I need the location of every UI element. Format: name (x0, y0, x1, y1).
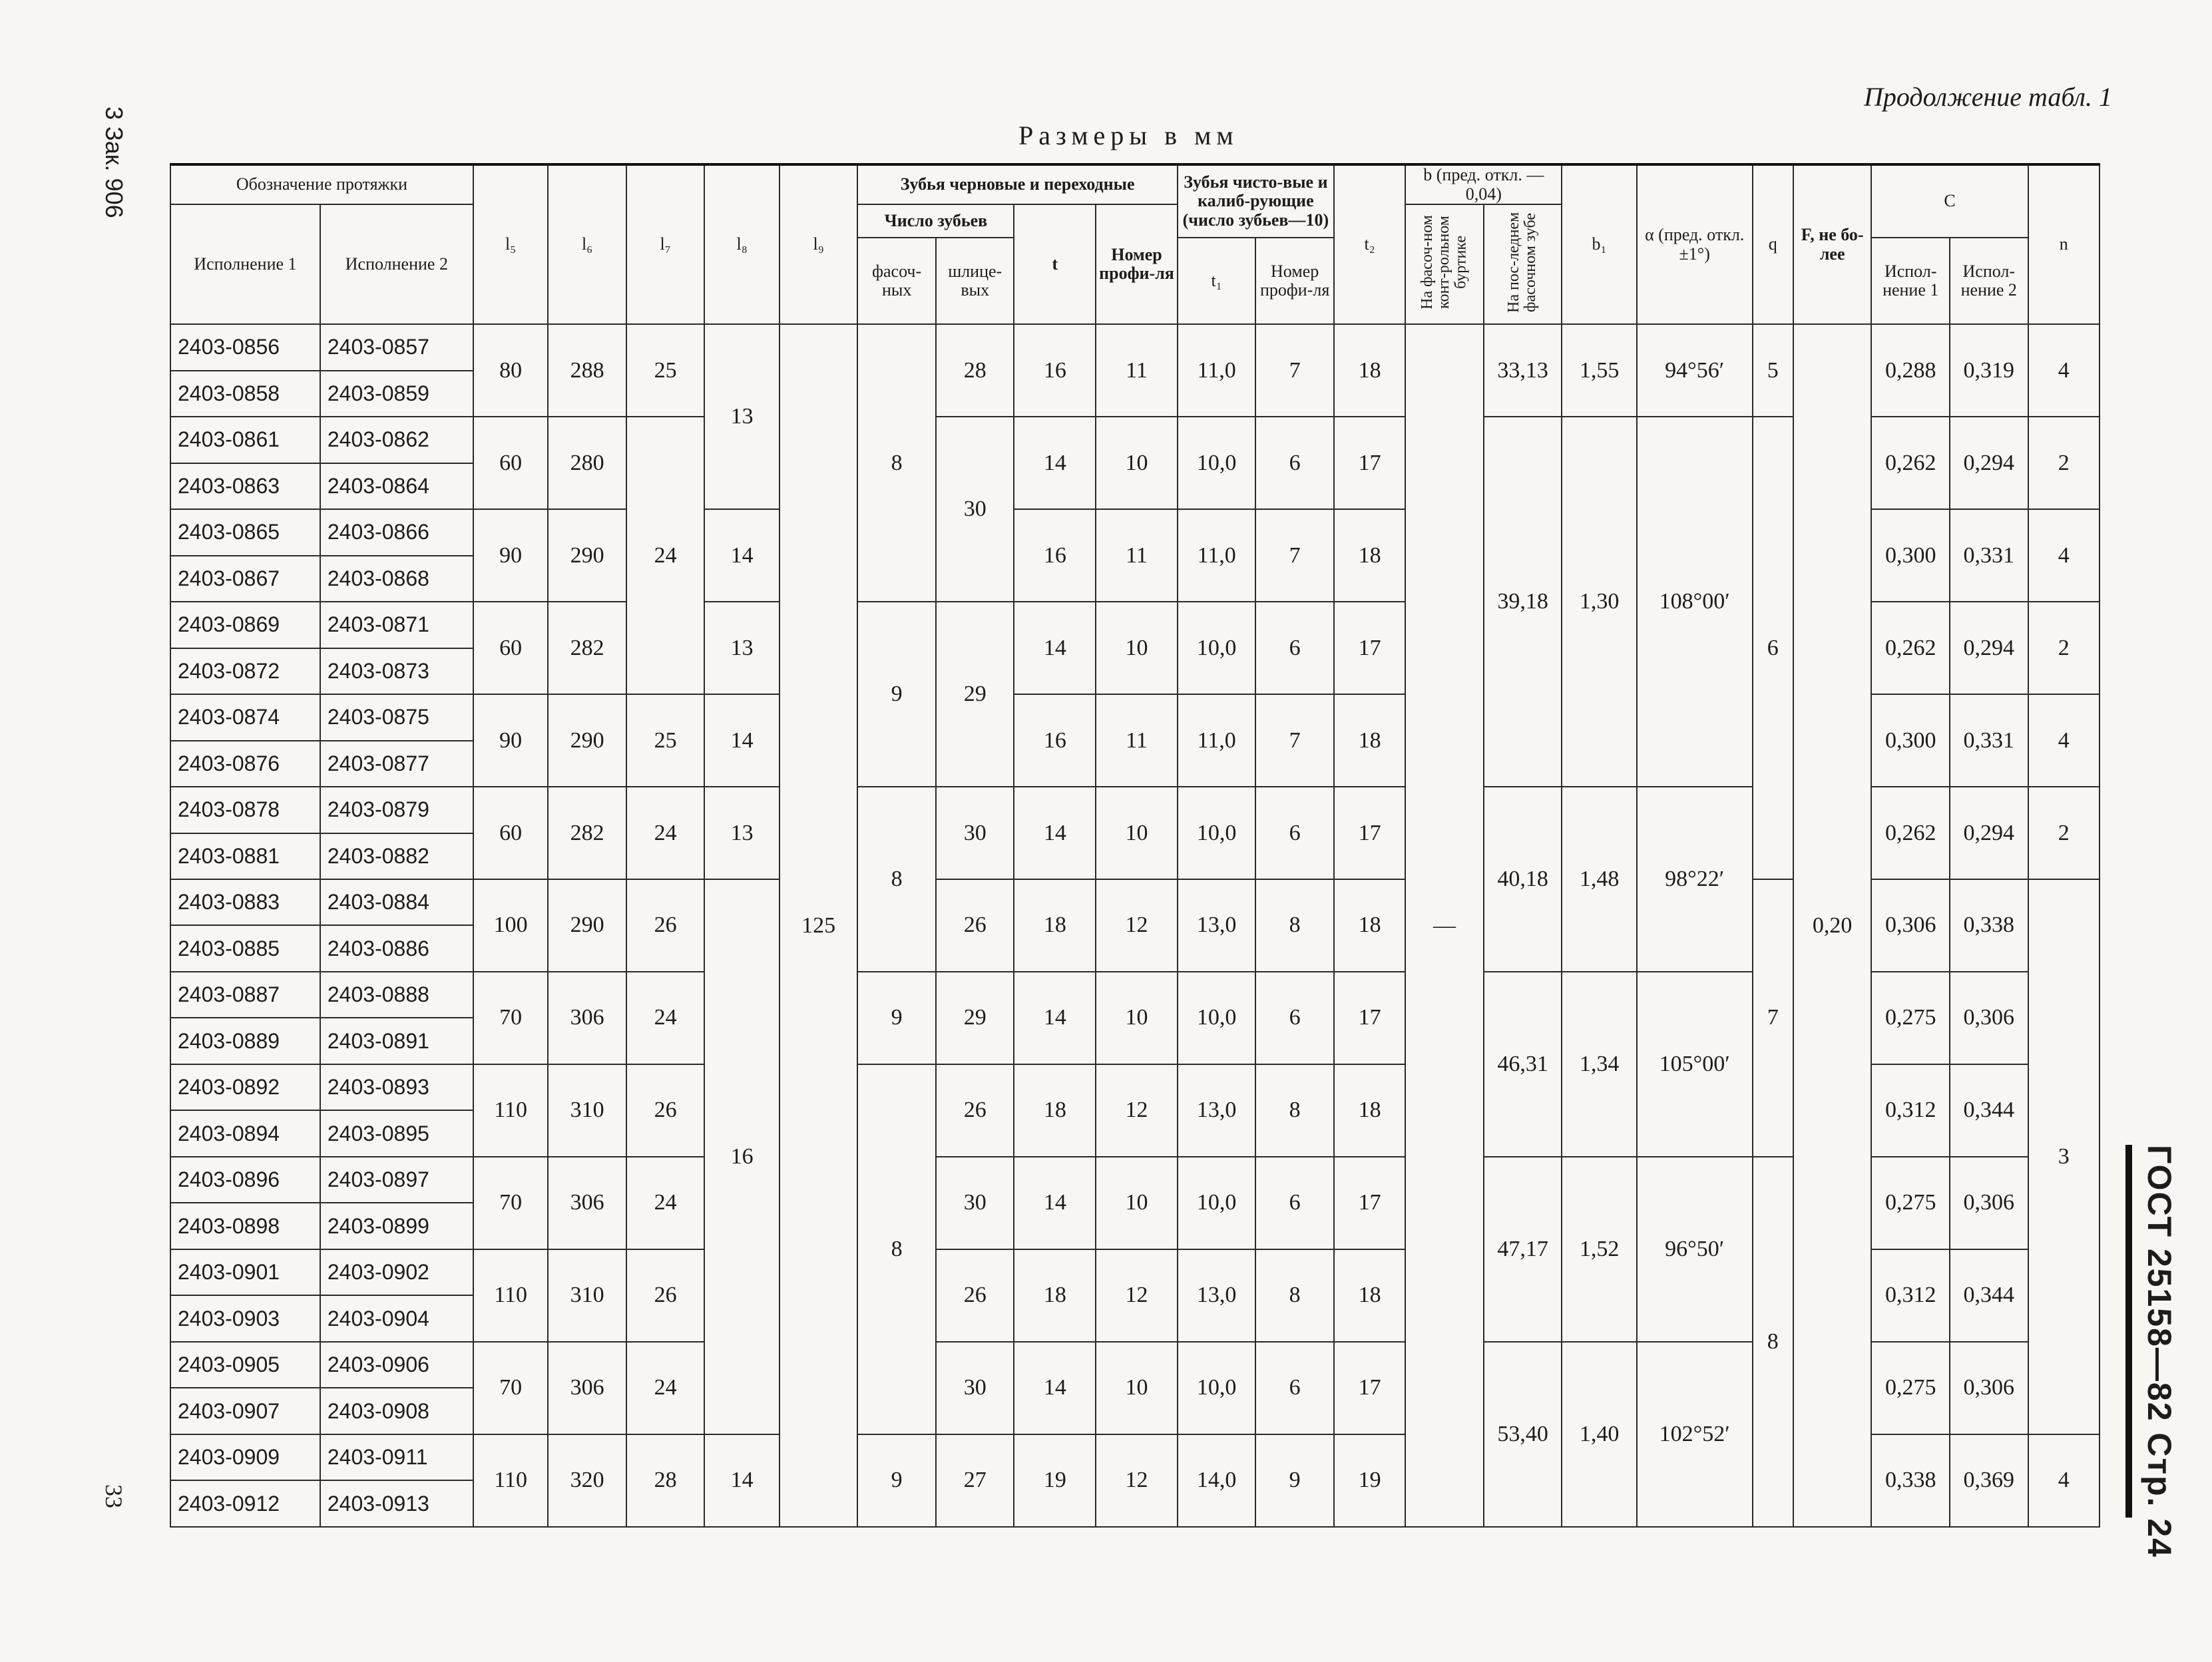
cell-l5: 60 (473, 787, 548, 879)
designation-version1: 2403-0856 (170, 324, 320, 370)
designation-version2: 2403-0864 (320, 463, 473, 509)
cell-profile-no2: 8 (1255, 1064, 1334, 1157)
table-header (170, 164, 2100, 324)
cell-n: 2 (2028, 602, 2100, 694)
cell-l8: 13 (704, 602, 779, 694)
header-l5: l₅ (473, 164, 548, 324)
cell-t1: 11,0 (1178, 694, 1256, 787)
cell-c-version1: 0,338 (1871, 1434, 1950, 1527)
header-l8: l₈ (704, 164, 779, 324)
designation-version2: 2403-0866 (320, 509, 473, 555)
cell-b-last: 47,17 (1484, 1157, 1562, 1342)
cell-n: 3 (2028, 879, 2100, 1434)
cell-t: 16 (1014, 324, 1096, 417)
cell-l5: 100 (473, 879, 548, 972)
cell-c-version2: 0,294 (1950, 417, 2028, 509)
cell-c-version2: 0,319 (1950, 324, 2028, 417)
cell-l6: 306 (548, 972, 626, 1064)
cell-profile-no: 10 (1096, 787, 1178, 879)
cell-t1: 11,0 (1178, 509, 1256, 602)
cell-n: 4 (2028, 1434, 2100, 1527)
header-profile-no2: Номер профи-ля (1255, 238, 1334, 324)
cell-profile-no2: 7 (1255, 694, 1334, 787)
cell-l7: 26 (626, 879, 705, 972)
cell-F: 0,20 (1793, 324, 1872, 1527)
designation-version2: 2403-0884 (320, 879, 473, 925)
designation-version2: 2403-0882 (320, 833, 473, 879)
designation-version2: 2403-0891 (320, 1018, 473, 1064)
designation-version1: 2403-0894 (170, 1110, 320, 1156)
designation-version2: 2403-0908 (320, 1388, 473, 1434)
cell-spline-teeth: 30 (936, 417, 1014, 602)
cell-l7: 26 (626, 1249, 705, 1342)
table-body (170, 324, 2100, 1527)
cell-chamfer-teeth: 8 (857, 324, 936, 602)
cell-alpha: 98°22′ (1637, 787, 1753, 972)
cell-q: 5 (1753, 324, 1793, 417)
cell-l8: 16 (704, 879, 779, 1434)
cell-t: 14 (1014, 417, 1096, 509)
cell-profile-no2: 6 (1255, 417, 1334, 509)
designation-version1: 2403-0878 (170, 787, 320, 833)
header-chamfer: фасоч-ных (857, 238, 936, 324)
standard-reference: ГОСТ 25158—82 Стр. 24 (2141, 1145, 2178, 1558)
cell-c-version1: 0,262 (1871, 787, 1950, 879)
cell-l5: 110 (473, 1064, 548, 1157)
designation-version2: 2403-0902 (320, 1249, 473, 1295)
designation-version2: 2403-0886 (320, 925, 473, 971)
designation-version2: 2403-0879 (320, 787, 473, 833)
cell-l7: 24 (626, 1342, 705, 1434)
cell-t1: 10,0 (1178, 602, 1256, 694)
designation-version1: 2403-0898 (170, 1203, 320, 1249)
designation-version2: 2403-0897 (320, 1157, 473, 1203)
cell-spline-teeth: 26 (936, 1249, 1014, 1342)
designation-version1: 2403-0905 (170, 1342, 320, 1388)
cell-c-version2: 0,306 (1950, 972, 2028, 1064)
cell-l5: 80 (473, 324, 548, 417)
cell-profile-no: 12 (1096, 879, 1178, 972)
cell-t2: 17 (1334, 972, 1405, 1064)
designation-version2: 2403-0875 (320, 694, 473, 740)
header-F: F, не бо-лее (1793, 164, 1872, 324)
cell-l6: 288 (548, 324, 626, 417)
cell-q: 6 (1753, 417, 1793, 879)
cell-alpha: 102°52′ (1637, 1342, 1753, 1527)
cell-t1: 14,0 (1178, 1434, 1256, 1527)
designation-version1: 2403-0903 (170, 1295, 320, 1341)
cell-c-version2: 0,344 (1950, 1249, 2028, 1342)
cell-n: 2 (2028, 417, 2100, 509)
cell-c-version1: 0,300 (1871, 509, 1950, 602)
cell-n: 4 (2028, 694, 2100, 787)
cell-t2: 18 (1334, 694, 1405, 787)
designation-version1: 2403-0865 (170, 509, 320, 555)
cell-n: 2 (2028, 787, 2100, 879)
cell-c-version1: 0,300 (1871, 694, 1950, 787)
cell-t: 18 (1014, 1249, 1096, 1342)
header-version2: Исполнение 2 (320, 204, 473, 324)
cell-b-chamfer: — (1405, 324, 1484, 1527)
cell-profile-no2: 7 (1255, 509, 1334, 602)
cell-l7: 24 (626, 972, 705, 1064)
header-b-chamfer-label: На фасоч-ном конт-рольном буртике (1419, 214, 1470, 310)
cell-chamfer-teeth: 9 (857, 972, 936, 1064)
header-spline: шлице-вых (936, 238, 1014, 324)
cell-l6: 290 (548, 694, 626, 787)
cell-b1: 1,34 (1562, 972, 1636, 1157)
designation-version1: 2403-0858 (170, 371, 320, 417)
cell-l5: 70 (473, 972, 548, 1064)
cell-t1: 10,0 (1178, 1342, 1256, 1434)
cell-l7: 28 (626, 1434, 705, 1527)
cell-l5: 90 (473, 694, 548, 787)
broach-dimensions-table (170, 163, 2100, 1528)
cell-spline-teeth: 27 (936, 1434, 1014, 1527)
cell-b-last: 33,13 (1484, 324, 1562, 417)
designation-version2: 2403-0871 (320, 602, 473, 648)
designation-version1: 2403-0861 (170, 417, 320, 463)
cell-t1: 13,0 (1178, 1249, 1256, 1342)
cell-alpha: 96°50′ (1637, 1157, 1753, 1342)
designation-version2: 2403-0857 (320, 324, 473, 370)
header-t2: t₂ (1334, 164, 1405, 324)
table-continuation-caption: Продолжение табл. 1 (1863, 82, 2112, 112)
header-l9: l₉ (779, 164, 858, 324)
cell-l6: 306 (548, 1157, 626, 1249)
cell-spline-teeth: 30 (936, 1342, 1014, 1434)
cell-c-version1: 0,262 (1871, 417, 1950, 509)
header-rough-teeth: Зубья черновые и переходные (857, 164, 1177, 204)
cell-t1: 11,0 (1178, 324, 1256, 417)
cell-c-version2: 0,294 (1950, 787, 2028, 879)
cell-c-version1: 0,262 (1871, 602, 1950, 694)
cell-l5: 90 (473, 509, 548, 602)
cell-b-last: 40,18 (1484, 787, 1562, 972)
cell-t1: 10,0 (1178, 972, 1256, 1064)
cell-l8: 14 (704, 694, 779, 787)
cell-t: 14 (1014, 1342, 1096, 1434)
cell-t: 18 (1014, 1064, 1096, 1157)
cell-t: 18 (1014, 879, 1096, 972)
cell-alpha: 105°00′ (1637, 972, 1753, 1157)
cell-c-version2: 0,331 (1950, 509, 2028, 602)
designation-version1: 2403-0867 (170, 556, 320, 602)
designation-version2: 2403-0877 (320, 741, 473, 787)
cell-c-version2: 0,306 (1950, 1157, 2028, 1249)
designation-version2: 2403-0899 (320, 1203, 473, 1249)
cell-spline-teeth: 26 (936, 1064, 1014, 1157)
cell-t: 16 (1014, 509, 1096, 602)
cell-profile-no2: 9 (1255, 1434, 1334, 1527)
designation-version2: 2403-0893 (320, 1064, 473, 1110)
cell-l5: 60 (473, 417, 548, 509)
cell-n: 4 (2028, 509, 2100, 602)
cell-l6: 320 (548, 1434, 626, 1527)
header-l7: l₇ (626, 164, 705, 324)
header-b-chamfer (1405, 204, 1484, 324)
header-n: n (2028, 164, 2100, 324)
cell-alpha: 108°00′ (1637, 417, 1753, 787)
cell-l7: 25 (626, 324, 705, 417)
cell-t: 14 (1014, 972, 1096, 1064)
cell-t2: 18 (1334, 1064, 1405, 1157)
header-designation: Обозначение протяжки (170, 164, 473, 204)
designation-version1: 2403-0909 (170, 1434, 320, 1480)
cell-c-version1: 0,275 (1871, 1342, 1950, 1434)
cell-t2: 17 (1334, 602, 1405, 694)
cell-t: 19 (1014, 1434, 1096, 1527)
cell-t: 14 (1014, 787, 1096, 879)
side-bar (2125, 1145, 2132, 1518)
designation-version2: 2403-0868 (320, 556, 473, 602)
cell-t2: 17 (1334, 1342, 1405, 1434)
cell-t2: 18 (1334, 879, 1405, 972)
cell-l7: 26 (626, 1064, 705, 1157)
header-t: t (1014, 204, 1096, 324)
cell-profile-no: 12 (1096, 1249, 1178, 1342)
cell-t: 14 (1014, 602, 1096, 694)
designation-version2: 2403-0859 (320, 371, 473, 417)
designation-version2: 2403-0888 (320, 972, 473, 1018)
cell-l6: 306 (548, 1342, 626, 1434)
cell-spline-teeth: 30 (936, 787, 1014, 879)
header-profile-no: Номер профи-ля (1096, 204, 1178, 324)
cell-profile-no: 10 (1096, 1157, 1178, 1249)
cell-b1: 1,40 (1562, 1342, 1636, 1527)
side-note-left: 3 Зак. 906 (101, 106, 128, 218)
cell-c-version1: 0,306 (1871, 879, 1950, 972)
designation-version1: 2403-0881 (170, 833, 320, 879)
designation-version2: 2403-0862 (320, 417, 473, 463)
designation-version1: 2403-0896 (170, 1157, 320, 1203)
cell-l8: 13 (704, 787, 779, 879)
cell-profile-no: 12 (1096, 1434, 1178, 1527)
cell-b1: 1,30 (1562, 417, 1636, 787)
cell-l8: 14 (704, 509, 779, 602)
designation-version1: 2403-0912 (170, 1480, 320, 1527)
header-alpha: α (пред. откл. ±1°) (1637, 164, 1753, 324)
cell-chamfer-teeth: 9 (857, 1434, 936, 1527)
cell-c-version1: 0,275 (1871, 1157, 1950, 1249)
cell-l6: 310 (548, 1064, 626, 1157)
cell-t1: 10,0 (1178, 787, 1256, 879)
cell-t2: 18 (1334, 324, 1405, 417)
cell-c-version2: 0,331 (1950, 694, 2028, 787)
designation-version1: 2403-0863 (170, 463, 320, 509)
cell-profile-no: 10 (1096, 1342, 1178, 1434)
header-b: b (пред. откл. —0,04) (1405, 164, 1562, 204)
cell-c-version2: 0,344 (1950, 1064, 2028, 1157)
designation-version1: 2403-0883 (170, 879, 320, 925)
cell-c-version2: 0,306 (1950, 1342, 2028, 1434)
cell-c-version2: 0,294 (1950, 602, 2028, 694)
cell-l7: 25 (626, 694, 705, 787)
designation-version1: 2403-0872 (170, 648, 320, 694)
cell-c-version1: 0,312 (1871, 1064, 1950, 1157)
cell-c-version2: 0,369 (1950, 1434, 2028, 1527)
cell-l8: 14 (704, 1434, 779, 1527)
designation-version1: 2403-0887 (170, 972, 320, 1018)
cell-t2: 19 (1334, 1434, 1405, 1527)
dimensions-title: Размеры в мм (1018, 120, 1239, 150)
header-q: q (1753, 164, 1793, 324)
cell-b1: 1,52 (1562, 1157, 1636, 1342)
cell-profile-no2: 8 (1255, 1249, 1334, 1342)
cell-t2: 17 (1334, 417, 1405, 509)
cell-t1: 10,0 (1178, 1157, 1256, 1249)
cell-profile-no: 11 (1096, 324, 1178, 417)
header-c-version2: Испол-нение 2 (1950, 238, 2028, 324)
cell-l7: 24 (626, 1157, 705, 1249)
cell-b-last: 53,40 (1484, 1342, 1562, 1527)
cell-profile-no2: 6 (1255, 1157, 1334, 1249)
cell-c-version1: 0,288 (1871, 324, 1950, 417)
cell-c-version1: 0,312 (1871, 1249, 1950, 1342)
header-l6: l₆ (548, 164, 626, 324)
cell-profile-no: 11 (1096, 509, 1178, 602)
cell-chamfer-teeth: 9 (857, 602, 936, 787)
cell-b1: 1,55 (1562, 324, 1636, 417)
cell-t2: 17 (1334, 787, 1405, 879)
cell-profile-no2: 6 (1255, 787, 1334, 879)
header-t1: t₁ (1178, 238, 1256, 324)
cell-alpha: 94°56′ (1637, 324, 1753, 417)
cell-l7: 24 (626, 417, 705, 694)
cell-t: 16 (1014, 694, 1096, 787)
cell-profile-no2: 6 (1255, 602, 1334, 694)
cell-l9: 125 (779, 324, 858, 1527)
cell-profile-no: 10 (1096, 417, 1178, 509)
designation-version2: 2403-0895 (320, 1110, 473, 1156)
cell-spline-teeth: 29 (936, 972, 1014, 1064)
cell-l5: 70 (473, 1342, 548, 1434)
cell-spline-teeth: 30 (936, 1157, 1014, 1249)
cell-profile-no: 12 (1096, 1064, 1178, 1157)
designation-version1: 2403-0907 (170, 1388, 320, 1434)
designation-version1: 2403-0901 (170, 1249, 320, 1295)
cell-t2: 18 (1334, 1249, 1405, 1342)
table-row (170, 324, 2100, 370)
cell-l5: 60 (473, 602, 548, 694)
cell-t1: 10,0 (1178, 417, 1256, 509)
cell-l6: 310 (548, 1249, 626, 1342)
cell-l7: 24 (626, 787, 705, 879)
header-C: C (1871, 164, 2028, 238)
cell-l5: 110 (473, 1434, 548, 1527)
cell-profile-no: 10 (1096, 602, 1178, 694)
cell-profile-no2: 6 (1255, 1342, 1334, 1434)
designation-version1: 2403-0892 (170, 1064, 320, 1110)
header-b1: b₁ (1562, 164, 1636, 324)
header-b-last-label: На пос-леднем фасочном зубе (1505, 212, 1540, 313)
cell-t2: 18 (1334, 509, 1405, 602)
cell-spline-teeth: 29 (936, 602, 1014, 787)
header-c-version1: Испол-нение 1 (1871, 238, 1950, 324)
cell-q: 8 (1753, 1157, 1793, 1527)
cell-spline-teeth: 26 (936, 879, 1014, 972)
cell-profile-no2: 8 (1255, 879, 1334, 972)
cell-l6: 282 (548, 787, 626, 879)
cell-q: 7 (1753, 879, 1793, 1157)
cell-b1: 1,48 (1562, 787, 1636, 972)
designation-version1: 2403-0876 (170, 741, 320, 787)
cell-c-version2: 0,338 (1950, 879, 2028, 972)
cell-l6: 290 (548, 509, 626, 602)
designation-version2: 2403-0911 (320, 1434, 473, 1480)
cell-chamfer-teeth: 8 (857, 787, 936, 972)
cell-b-last: 39,18 (1484, 417, 1562, 787)
designation-version2: 2403-0873 (320, 648, 473, 694)
cell-chamfer-teeth: 8 (857, 1064, 936, 1434)
designation-version2: 2403-0904 (320, 1295, 473, 1341)
cell-l6: 290 (548, 879, 626, 972)
cell-l8: 13 (704, 324, 779, 509)
header-finish-teeth: Зубья чисто-вые и калиб-рующие (число зубьев—10) (1178, 164, 1334, 238)
designation-version1: 2403-0869 (170, 602, 320, 648)
designation-version2: 2403-0906 (320, 1342, 473, 1388)
cell-c-version1: 0,275 (1871, 972, 1950, 1064)
cell-n: 4 (2028, 324, 2100, 417)
cell-profile-no2: 7 (1255, 324, 1334, 417)
page-number: 33 (101, 1484, 127, 1508)
designation-version1: 2403-0874 (170, 694, 320, 740)
cell-b-last: 46,31 (1484, 972, 1562, 1157)
cell-l6: 280 (548, 417, 626, 509)
designation-version2: 2403-0913 (320, 1480, 473, 1527)
header-b-last (1484, 204, 1562, 324)
designation-version1: 2403-0885 (170, 925, 320, 971)
cell-t2: 17 (1334, 1157, 1405, 1249)
cell-profile-no2: 6 (1255, 972, 1334, 1064)
header-teeth-count: Число зубьев (857, 204, 1014, 238)
cell-t1: 13,0 (1178, 1064, 1256, 1157)
cell-t: 14 (1014, 1157, 1096, 1249)
cell-l5: 110 (473, 1249, 548, 1342)
cell-profile-no: 10 (1096, 972, 1178, 1064)
cell-spline-teeth: 28 (936, 324, 1014, 417)
designation-version1: 2403-0889 (170, 1018, 320, 1064)
header-version1: Исполнение 1 (170, 204, 320, 324)
cell-profile-no: 11 (1096, 694, 1178, 787)
cell-l5: 70 (473, 1157, 548, 1249)
cell-l6: 282 (548, 602, 626, 694)
cell-t1: 13,0 (1178, 879, 1256, 972)
